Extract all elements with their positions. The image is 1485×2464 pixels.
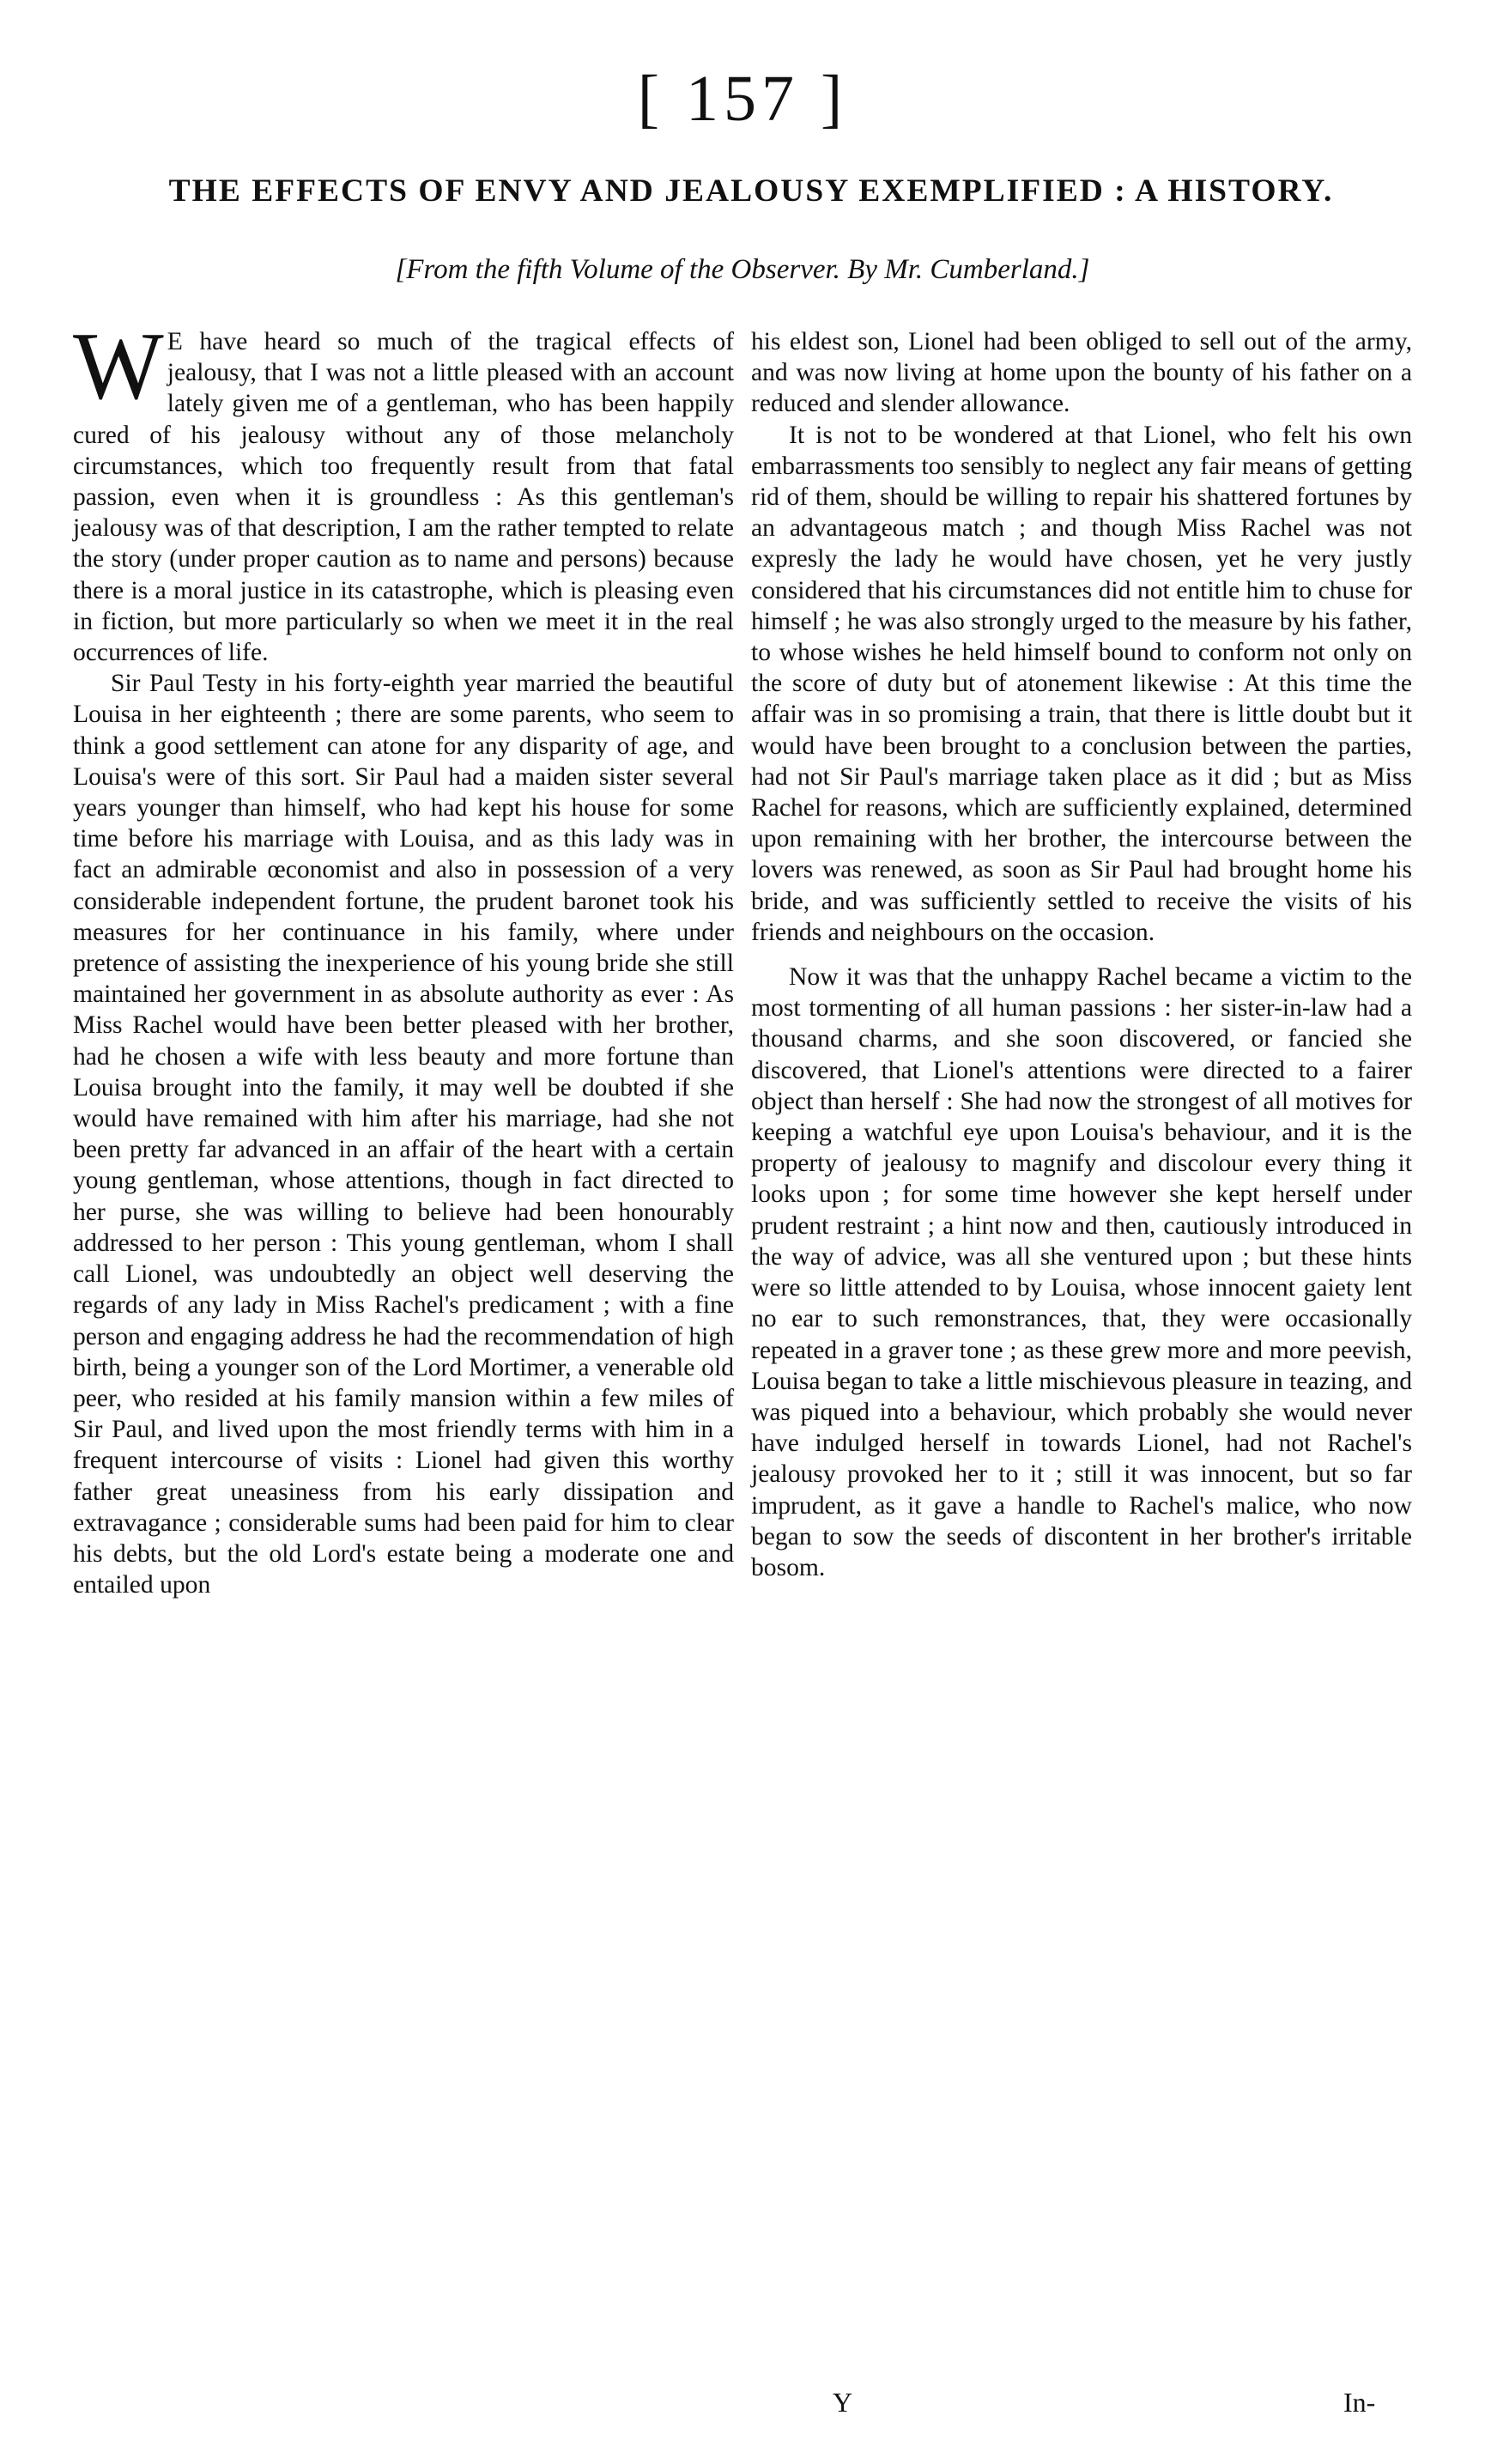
article-title: THE EFFECTS OF ENVY AND JEALOUSY EXEMPLIFIED : A HISTORY. — [168, 173, 1334, 209]
paragraph-4: Now it was that the unhappy Rachel became a victim to the most tormenting of all human passions : her sister-in-law had a thousand charms, and she soon discovered, or fancied she discovered, that Lionel's attentions were directed to a fairer object than herself : She had now the strongest of all motives for keeping a watchful eye upon Louisa's behaviour, and it is the property of jealousy to magnify and discolour every thing it looks upon ; for some time however she kept herself under prudent restraint ; a hint now and then, cautiously introduced in the way of advice, was all she ventured upon ; but these hints were so little attended to by Louisa, whose innocent gaiety lent no ear to such remonstrances, that, they were occasionally repeated in a graver tone ; as these grew more and more peevish, Louisa began to take a little mischievous pleasure in teazing, and was piqued into a behaviour, which probably she would never have indulged herself in towards Lionel, had not Rachel's jealousy provoked her to it ; still it was innocent, but so far imprudent, as it gave a handle to Rachel's malice, who now began to sow the seeds of discontent in her brother's irritable bosom. — [751, 963, 1413, 1581]
paragraph-3: It is not to be wondered at that Lionel, who felt his own embarrassments too sensibly to neglect any fair means of getting rid of them, should be willing to repair his shattered fortunes by an advantageous match ; and though Miss Rachel was not expresly the lady he would have chosen, yet he very justly considered that his circumstances did not entitle him to chuse for himself ; he was also strongly urged to the measure by his father, to whose wishes he held himself bound to conform not only on the score of duty but of atonement likewise : At this time the affair was in so promising a train, that there is little doubt but it would have been brought to a conclusion between the parties, had not Sir Paul's marriage taken place as it did ; but as Miss Rachel for reasons, which are sufficiently explained, determined upon remaining with her brother, the intercourse between the lovers was renewed, as soon as Sir Paul had brought home his bride, and was sufficiently settled to receive the visits of his friends and neighbours on the occasion. — [751, 421, 1412, 946]
paragraph-1-text: E have heard so much of the tragical effects of jealousy, that I was not a little pleased with an account lately given me of a gentleman, who has been happily cured of his jealousy without any of those melancholy circumstances, which too frequently result from that fatal passion, even when it is groundless : As this gentleman's jealousy was of that description, I am the rather tempted to relate the story (under proper caution as to name and persons) because there is a moral justice in its catastrophe, which is pleasing even in fiction, but more particularly so when we meet it in the real occurrences of life. — [73, 328, 734, 667]
paragraph-1 — [73, 313, 734, 668]
right-column — [751, 326, 1412, 1583]
paragraph-continued: his eldest son, Lionel had been obliged to sell out of the army, and was now living at home upon the bounty of his father on a reduced and slender allowance. — [751, 328, 1412, 418]
page-number: [ 157 ] — [637, 63, 848, 135]
drop-cap: W — [73, 313, 164, 420]
paragraph-2: Sir Paul Testy in his forty-eighth year married the beautiful Louisa in her eighteenth ; there are some parents, who seem to think a good settlement can atone for any disparity of age, and Louisa's were of this sort. Sir Paul had a maiden sister several years younger than himself, who had kept his house for some time before his marriage with Louisa, and as this lady was in fact an admirable œconomist and also in possession of a very considerable independent fortune, the prudent baronet took his measures for her continuance in his family, where under pretence of assisting the inexperience of his young bride she still maintained her government in as absolute authority as ever : As Miss Rachel would have been better pleased with her brother, had he chosen a wife with less beauty and more fortune than Louisa brought into the family, it may well be doubted if she would have remained with him after his marriage, had she not been pretty far advanced in an affair of the heart with a certain young gentleman, whose attentions, though in fact directed to her purse, she was willing to believe had been honourably addressed to her person : This young gentleman, whom I shall call Lionel, was undoubtedly an object well deserving the regards of any lady in Miss Rachel's predicament ; with a fine person and engaging address he had the recommendation of high birth, being a younger son of the Lord Mortimer, a venerable old peer, who resided at his family mansion within a few miles of Sir Paul, and lived upon the most friendly terms with him in a frequent intercourse of visits : Lionel had given this worthy father great uneasiness from his early dissipation and extravagance ; considerable sums had been paid for him to clear his debts, but the old Lord's estate being a moderate one and entailed upon — [73, 670, 734, 1599]
signature-mark: Y — [833, 2387, 853, 2418]
catchword: In- — [1343, 2387, 1376, 2418]
left-column — [73, 313, 734, 1600]
source-attribution: [From the fifth Volume of the Observer. By Mr. Cumberland.] — [395, 254, 1090, 285]
